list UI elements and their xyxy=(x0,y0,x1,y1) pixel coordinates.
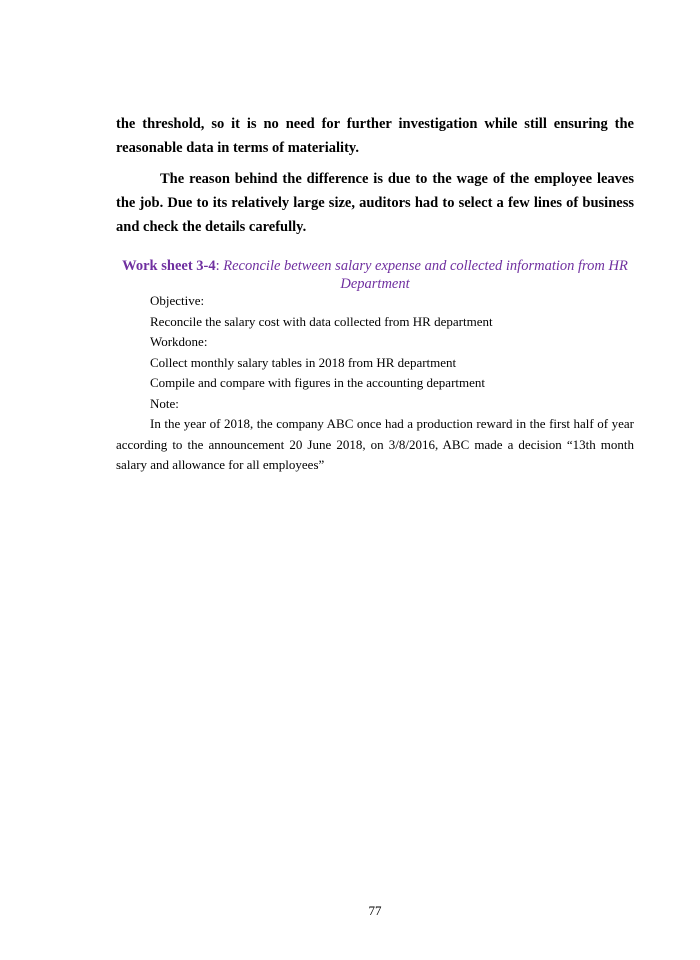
workdone-step-compile: Compile and compare with figures in the accounting department xyxy=(150,375,486,390)
worksheet-label: Work sheet 3-4 xyxy=(122,258,216,274)
worksheet-separator: : xyxy=(215,258,220,274)
paragraph-threshold: the threshold, so it is no need for further investigation while still ensuring the reasonable data in terms of materiality. xyxy=(116,116,634,156)
worksheet-body xyxy=(116,291,634,476)
note-text: In the year of 2018, the company ABC once had a production reward in the first half of year according to the announcement 20 June 2018, on 3/8/2016, ABC made a decision “13th month salary and allowance for all employees” xyxy=(116,416,634,472)
worksheet-title: Reconcile between salary expense and collected information from HR Department xyxy=(219,258,628,292)
paragraph-difference-reason: The reason behind the difference is due to the wage of the employee leaves the job. Due to its relatively large size, auditors had to select a few lines of business and check the details carefully. xyxy=(116,171,634,235)
objective-label: Objective: xyxy=(150,293,205,308)
worksheet-heading xyxy=(116,257,634,293)
workdone-label: Workdone: xyxy=(150,334,208,349)
page-number: 77 xyxy=(368,903,382,918)
note-label: Note: xyxy=(150,395,179,411)
objective-text: Reconcile the salary cost with data collected from HR department xyxy=(150,313,493,329)
workdone-step-collect: Collect monthly salary tables in 2018 from HR department xyxy=(150,354,457,370)
